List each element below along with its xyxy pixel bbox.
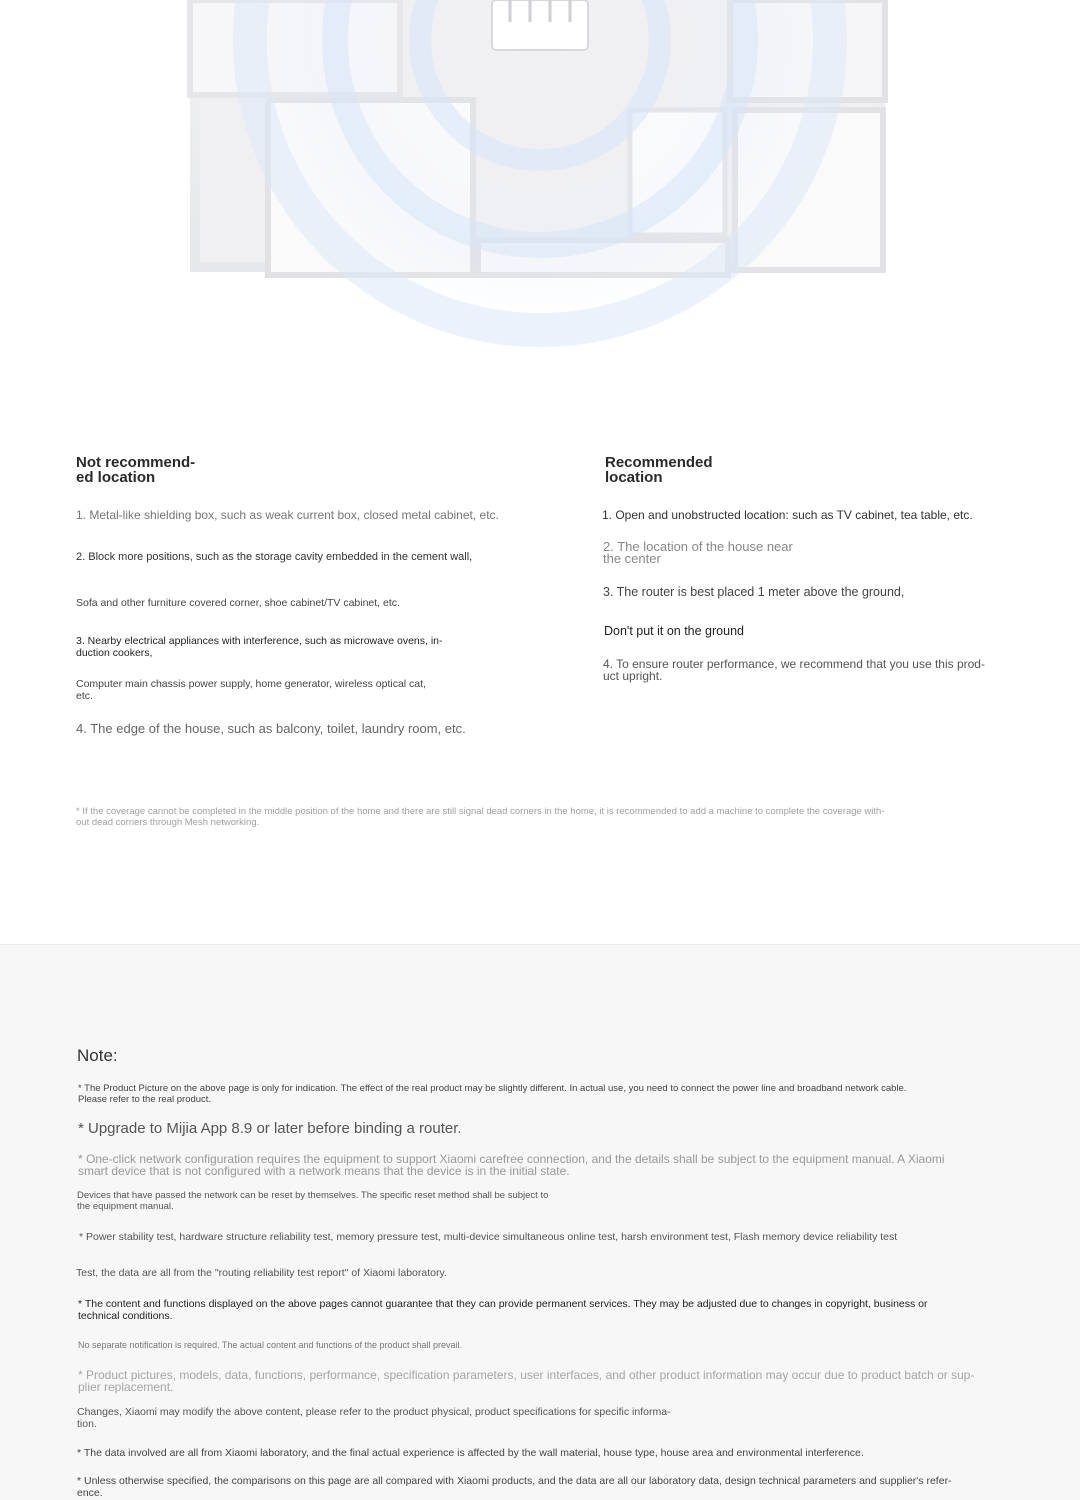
note-paragraph-10: Changes, Xiaomi may modify the above content, please refer to the product physical, product specifications for specific informa- tion. [77,1406,671,1430]
note-paragraph-2: * Upgrade to Mijia App 8.9 or later before binding a router. [78,1120,462,1137]
recommended-item-4: Don't put it on the ground [604,624,744,638]
not-recommended-item-3: Sofa and other furniture covered corner, shoe cabinet/TV cabinet, etc. [76,597,400,609]
floorplan-wifi-icon [0,0,1080,400]
not-recommended-item-5: Computer main chassis power supply, home generator, wireless optical cat, etc. [76,678,426,702]
not-recommended-heading: Not recommend- ed location [76,454,196,486]
note-paragraph-6: Test, the data are all from the "routing reliability test report" of Xiaomi laboratory. [76,1267,447,1279]
recommended-item-3: 3. The router is best placed 1 meter above the ground, [603,585,905,599]
recommended-item-5: 4. To ensure router performance, we recommend that you use this prod- uct upright. [603,657,985,683]
floorplan-coverage-illustration [0,0,1080,400]
note-section [0,944,1080,1500]
note-title: Note: [77,1046,118,1065]
not-recommended-item-1: 1. Metal-like shielding box, such as weak current box, closed metal cabinet, etc. [76,508,499,522]
recommended-column [602,454,1005,683]
note-paragraph-8: No separate notification is required. The actual content and functions of the product shall prevail. [78,1340,463,1350]
not-recommended-item-6: 4. The edge of the house, such as balcony, toilet, laundry room, etc. [76,721,466,736]
note-paragraph-1: * The Product Picture on the above page is only for indication. The effect of the real product may be slightly different. In actual use, you need to connect the power line and broadband network cable. Please refer to the real product. [78,1083,907,1105]
note-paragraph-3: * One-click network configuration requires the equipment to support Xiaomi carefree connection, and the details shall be subject to the equipment manual. A Xiaomi smart device that is not configured with a network means that the device is in the initial state. [78,1152,945,1178]
mesh-footnote: * If the coverage cannot be completed in the middle position of the home and there are still signal dead corners in the home, it is recommended to add a machine to complete the coverage with- out dead corners through Mesh networking. [76,806,885,828]
note-paragraph-4: Devices that have passed the network can be reset by themselves. The specific reset method shall be subject to the equipment manual. [77,1190,549,1212]
not-recommended-item-4: 3. Nearby electrical appliances with interference, such as microwave ovens, in- duction cookers, [76,635,443,659]
not-recommended-column [76,454,516,736]
note-paragraph-7: * The content and functions displayed on the above pages cannot guarantee that they can provide permanent services. They may be adjusted due to changes in copyright, business or technical conditions. [78,1298,928,1322]
note-paragraph-5: * Power stability test, hardware structure reliability test, memory pressure test, multi-device simultaneous online test, harsh environment test, Flash memory device reliability test [79,1231,898,1243]
recommended-item-2: 2. The location of the house near the center [603,539,793,566]
note-paragraph-11: * The data involved are all from Xiaomi laboratory, and the final actual experience is affected by the wall material, house type, house area and environmental interference. [77,1447,864,1459]
recommended-heading: Recommended location [605,454,713,486]
note-paragraph-9: * Product pictures, models, data, functions, performance, specification parameters, user interfaces, and other product information may occur due to product batch or sup- plier replacement. [78,1368,975,1394]
note-paragraph-12: * Unless otherwise specified, the comparisons on this page are all compared with Xiaomi products, and the data are all our laboratory data, design technical parameters and supplier's refer- ence. [77,1475,952,1499]
recommended-item-1: 1. Open and unobstructed location: such as TV cabinet, tea table, etc. [602,508,973,522]
not-recommended-item-2: 2. Block more positions, such as the storage cavity embedded in the cement wall, [76,551,473,563]
